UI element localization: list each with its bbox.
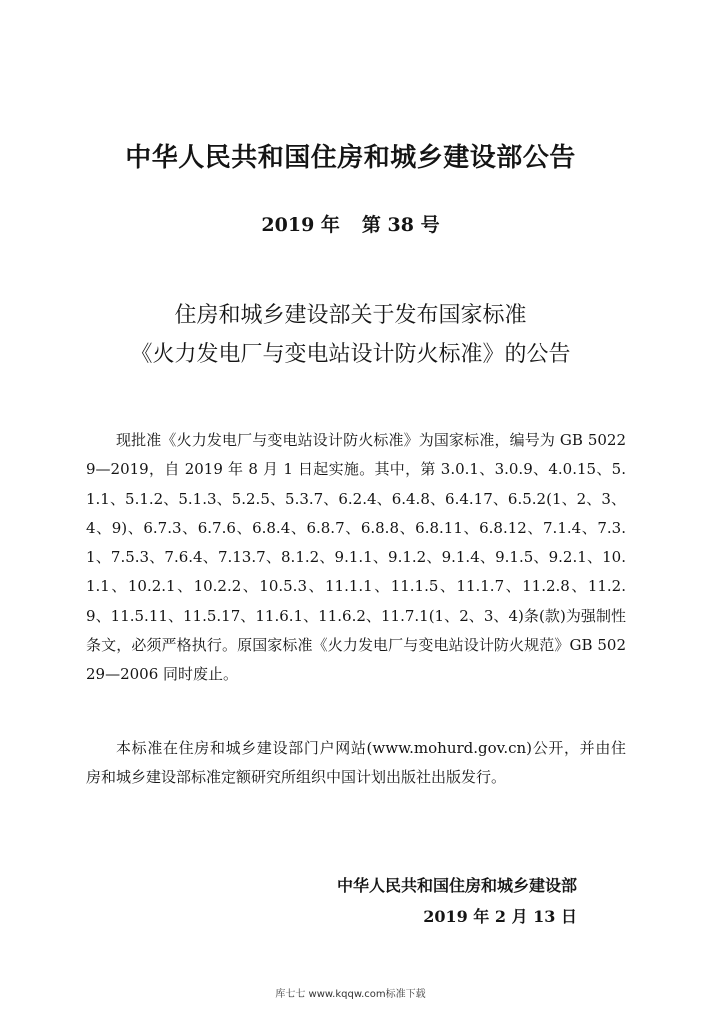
signature-date: 2019 年 2 月 13 日	[423, 907, 577, 926]
body-section-1	[86, 426, 626, 690]
body-paragraph-2: 本标准在住房和城乡建设部门户网站(www.mohurd.gov.cn)公开，并由住房和城乡建设部标准定额研究所组织中国计划出版社出版发行。	[86, 739, 626, 787]
issue-number: 第 38 号	[361, 214, 440, 236]
issue-line	[0, 212, 701, 238]
page-title: 中华人民共和国住房和城乡建设部公告	[125, 143, 576, 173]
body-section-2	[86, 734, 626, 793]
announcement-title-line1: 住房和城乡建设部关于发布国家标准	[174, 303, 527, 328]
announcement-title-line2: 《火力发电厂与变电站设计防火标准》的公告	[130, 342, 571, 367]
body-paragraph-1: 现批准《火力发电厂与变电站设计防火标准》为国家标准，编号为 GB 50229—2019，自 2019 年 8 月 1 日起实施。其中，第 3.0.1、3.0.9、4.0.15、5.1.1、5.1.2、5.1.3、5.2.5、5.3.7、6.2.4、6.4.8、6.4.17、6.5.2(1、2、3、4、9)、6.7.3、6.7.6、6.8.4、6.8.7、6.8.8、6.8.11、6.8.12、7.1.4、7.3.1、7.5.3、7.6.4、7.13.7、8.1.2、9.1.1、9.1.2、9.1.4、9.1.5、9.2.1、10.1.1、10.2.1、10.2.2、10.5.3、11.1.1、11.1.5、11.1.7、11.2.8、11.2.9、11.5.11、11.5.17、11.6.1、11.6.2、11.7.1(1、2、3、4)条(款)为强制性条文，必须严格执行。原国家标准《火力发电厂与变电站设计防火规范》GB 50229—2006 同时废止。	[86, 431, 626, 684]
footer-watermark: 库七七 www.kqqw.com标准下载	[275, 989, 426, 1000]
issue-year: 2019 年	[261, 214, 340, 236]
signature-organization: 中华人民共和国住房和城乡建设部	[336, 876, 577, 895]
